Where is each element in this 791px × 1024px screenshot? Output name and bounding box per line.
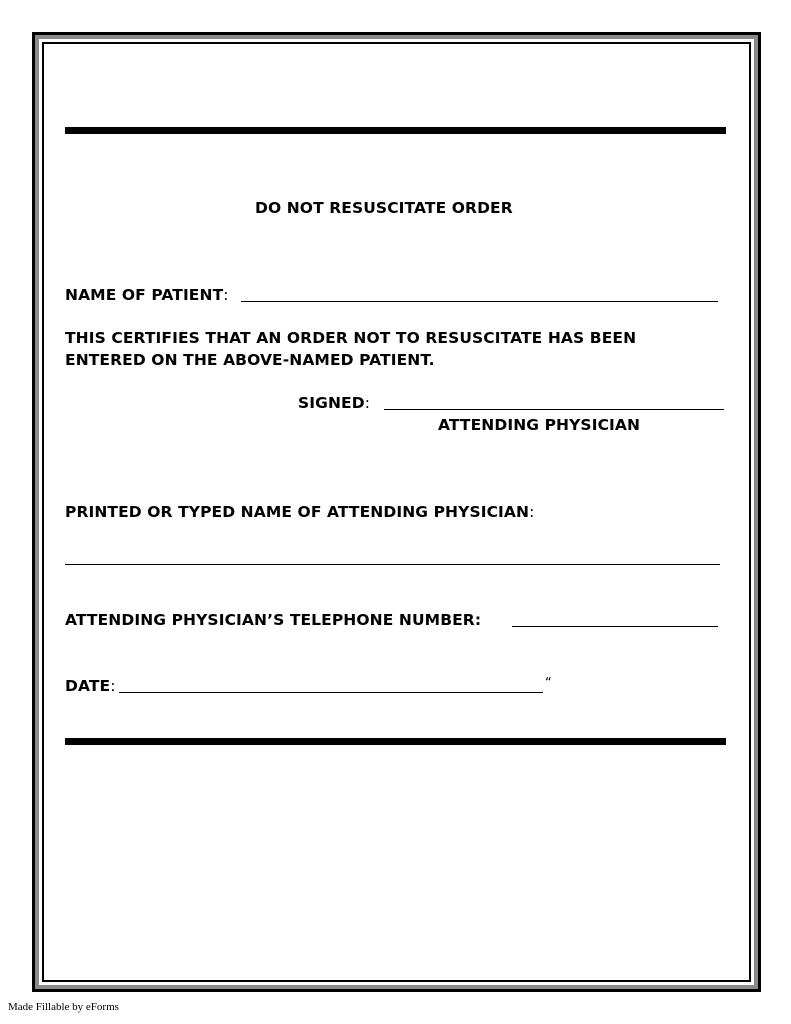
certifies-line-1: THIS CERTIFIES THAT AN ORDER NOT TO RESUSCITATE HAS BEEN: [65, 329, 637, 347]
bottom-divider: [65, 738, 726, 745]
patient-name-colon: :: [223, 286, 229, 304]
printed-name-label: [65, 501, 534, 523]
certifies-line-2: ENTERED ON THE ABOVE-NAMED PATIENT.: [65, 351, 435, 369]
patient-name-label: [65, 284, 229, 306]
attending-physician-caption: ATTENDING PHYSICIAN: [438, 416, 641, 434]
date-colon: :: [110, 677, 116, 695]
signed-label-text: SIGNED: [298, 394, 365, 412]
date-label: [65, 675, 116, 697]
printed-name-field[interactable]: [65, 549, 720, 565]
printed-name-label-text: PRINTED OR TYPED NAME OF ATTENDING PHYSICIAN: [65, 503, 530, 521]
printed-name-colon: :: [529, 503, 535, 521]
date-field[interactable]: [119, 677, 543, 693]
patient-name-field[interactable]: [241, 286, 718, 302]
date-trailing-mark: “: [545, 676, 552, 691]
date-label-text: DATE: [65, 677, 111, 695]
signed-colon: :: [364, 394, 371, 412]
telephone-label: ATTENDING PHYSICIAN’S TELEPHONE NUMBER:: [65, 611, 482, 629]
telephone-field[interactable]: [512, 611, 718, 627]
footer-credit: Made Fillable by eForms: [8, 1001, 119, 1013]
signature-field[interactable]: [384, 394, 724, 410]
form-title: DO NOT RESUSCITATE ORDER: [255, 199, 513, 217]
signed-label: [298, 392, 370, 414]
top-divider: [65, 127, 726, 134]
patient-name-label-text: NAME OF PATIENT: [65, 286, 224, 304]
